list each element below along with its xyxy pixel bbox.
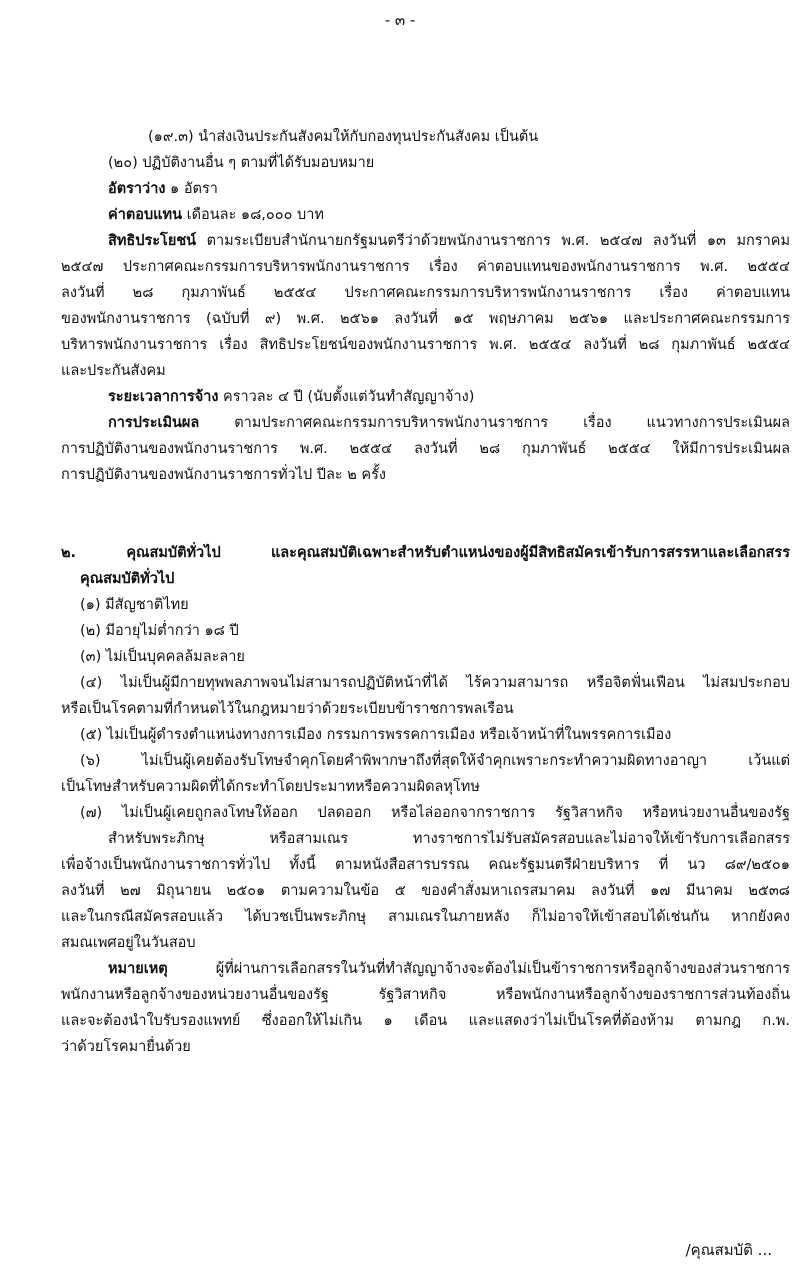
- line-text: คราวละ ๔ ปี (นับตั้งแต่วันทำสัญญาจ้าง): [218, 389, 475, 405]
- text-line: [61, 542, 790, 564]
- text-line: [108, 178, 218, 200]
- line-text: ตามระเบียบสำนักนายกรัฐมนตรีว่าด้วยพนักงานราชการ พ.ศ. ๒๕๔๗ ลงวันที่ ๑๓ มกราคม: [196, 233, 790, 249]
- line-text: ๑ อัตรา: [165, 181, 218, 197]
- text-line: [108, 412, 790, 434]
- line-text: สำหรับพระภิกษุ หรือสามเณร ทางราชการไม่รับสมัครสอบและไม่อาจให้เข้ารับการเลือกสรร: [108, 831, 790, 847]
- line-text: พนักงานหรือลูกจ้างของหน่วยงานอื่นของรัฐ รัฐวิสาหกิจ หรือพนักงานหรือลูกจ้างของราชการส่วนท้องถิ่น: [61, 987, 790, 1003]
- text-line: [61, 698, 514, 720]
- bold-heading: ค่าตอบแทน: [108, 207, 182, 223]
- line-text: ผู้ที่ผ่านการเลือกสรรในวันที่ทำสัญญาจ้างจะต้องไม่เป็นข้าราชการหรือลูกจ้างของส่วนราชการ: [167, 961, 790, 977]
- bold-heading: สิทธิประโยชน์: [108, 233, 197, 249]
- page-number: - ๓ -: [384, 11, 416, 29]
- text-line: [108, 230, 790, 252]
- line-text: และจะต้องนำใบรับรองแพทย์ ซึ่งออกให้ไม่เกิน ๑ เดือน และแสดงว่าไม่เป็นโรคที่ต้องห้าม ตามกฎ ก.พ.: [61, 1013, 790, 1029]
- text-line: [80, 802, 790, 824]
- text-line: [80, 750, 790, 772]
- line-text: การปฏิบัติงานของพนักงานราชการทั่วไป ปีละ ๒ ครั้ง: [61, 467, 386, 483]
- text-line: [80, 594, 189, 616]
- line-text: เป็นโทษสำหรับความผิดที่ได้กระทำโดยประมาทหรือความผิดลหุโทษ: [61, 779, 480, 795]
- text-line: [61, 880, 790, 902]
- line-text: (๒๐) ปฏิบัติงานอื่น ๆ ตามที่ได้รับมอบหมาย: [108, 155, 375, 171]
- text-line: [61, 1036, 191, 1058]
- continuation-note: /คุณสมบัติ ...: [685, 1241, 772, 1259]
- line-text: การปฏิบัติงานของพนักงานราชการ พ.ศ. ๒๕๕๔ ลงวันที่ ๒๘ กุมภาพันธ์ ๒๕๕๔ ให้มีการประเมินผล: [61, 441, 790, 457]
- line-text: บริหารพนักงานราชการ เรื่อง สิทธิประโยชน์ของพนักงานราชการ พ.ศ. ๒๕๕๔ ลงวันที่ ๒๘ กุมภาพันธ์ ๒๕๕๔: [61, 337, 790, 353]
- text-line: [61, 334, 790, 356]
- line-text: ลงวันที่ ๒๘ กุมภาพันธ์ ๒๕๕๔ ประกาศคณะกรรมการบริหารพนักงานราชการ เรื่อง ค่าตอบแทน: [61, 285, 790, 301]
- line-text: ของพนักงานราชการ (ฉบับที่ ๙) พ.ศ. ๒๕๖๑ ลงวันที่ ๑๕ พฤษภาคม ๒๕๖๑ และประกาศคณะกรรมการ: [61, 311, 790, 327]
- bold-heading: ๒. คุณสมบัติทั่วไป และคุณสมบัติเฉพาะสำหรับตำแหน่งของผู้มีสิทธิสมัครเข้ารับการสรรหาและเลือกสรร: [61, 545, 790, 561]
- line-text: (๑) มีสัญชาติไทย: [80, 597, 189, 613]
- bold-heading: อัตราว่าง: [108, 181, 166, 197]
- line-text: ๒๕๔๗ ประกาศคณะกรรมการบริหารพนักงานราชการ เรื่อง ค่าตอบแทนของพนักงานราชการ พ.ศ. ๒๕๕๔: [61, 259, 790, 275]
- text-line: [80, 724, 671, 746]
- text-line: [108, 386, 474, 408]
- text-line: [61, 1010, 790, 1032]
- text-line: [61, 308, 790, 330]
- line-text: ว่าด้วยโรคมายื่นด้วย: [61, 1039, 191, 1055]
- line-text: และประกันสังคม: [61, 363, 166, 379]
- text-line: [108, 204, 324, 226]
- line-text: (๒) มีอายุไม่ต่ำกว่า ๑๘ ปี: [80, 623, 239, 639]
- text-line: [108, 958, 790, 980]
- line-text: (๑๙.๓) นำส่งเงินประกันสังคมให้กับกองทุนประกันสังคม เป็นต้น: [148, 129, 539, 145]
- line-text: (๖) ไม่เป็นผู้เคยต้องรับโทษจำคุกโดยคำพิพากษาถึงที่สุดให้จำคุกเพราะกระทำความผิดทางอาญา เว้นแต่: [80, 753, 790, 769]
- line-text: (๗) ไม่เป็นผู้เคยถูกลงโทษให้ออก ปลดออก หรือไล่ออกจากราชการ รัฐวิสาหกิจ หรือหน่วยงานอื่นของรัฐ: [80, 805, 790, 821]
- bold-heading: คุณสมบัติทั่วไป: [80, 571, 175, 587]
- text-line: [61, 932, 196, 954]
- line-text: (๕) ไม่เป็นผู้ดำรงตำแหน่งทางการเมือง กรรมการพรรคการเมือง หรือเจ้าหน้าที่ในพรรคการเมือง: [80, 727, 672, 743]
- text-line: [80, 620, 239, 642]
- text-line: [61, 464, 386, 486]
- text-line: [108, 152, 374, 174]
- line-text: (๓) ไม่เป็นบุคคลล้มละลาย: [80, 649, 245, 665]
- text-line: [61, 256, 790, 278]
- line-text: เพื่อจ้างเป็นพนักงานราชการทั่วไป ทั้งนี้ ตามหนังสือสารบรรณ คณะรัฐมนตรีฝ่ายบริหาร ที่ นว ๘๙/๒๕๐๑: [61, 857, 790, 873]
- text-line: [148, 126, 538, 148]
- bold-heading: ระยะเวลาการจ้าง: [108, 389, 219, 405]
- text-line: [61, 360, 166, 382]
- text-line: [80, 646, 245, 668]
- line-text: และในกรณีสมัครสอบแล้ว ได้บวชเป็นพระภิกษุ สามเณรในภายหลัง ก็ไม่อาจให้เข้าสอบได้เช่นกัน หากยังคง: [61, 909, 790, 925]
- line-text: สมณเพศอยู่ในวันสอบ: [61, 935, 196, 951]
- text-line: [61, 282, 790, 304]
- text-line: [80, 672, 790, 694]
- text-line: [108, 828, 790, 850]
- bold-heading: การประเมินผล: [108, 415, 200, 431]
- line-text: ลงวันที่ ๒๗ มิถุนายน ๒๕๐๑ ตามความในข้อ ๕ ของคำสั่งมหาเถรสมาคม ลงวันที่ ๑๗ มีนาคม ๒๕๓๘: [61, 883, 790, 899]
- text-line: [61, 906, 790, 928]
- text-line: [61, 984, 790, 1006]
- line-text: (๔) ไม่เป็นผู้มีกายทุพพลภาพจนไม่สามารถปฏิบัติหน้าที่ได้ ไร้ความสามารถ หรือจิตฟั่นเฟือน ไม่สมประกอบ: [80, 675, 790, 691]
- bold-heading: หมายเหตุ: [108, 961, 168, 977]
- line-text: หรือเป็นโรคตามที่กำหนดไว้ในกฎหมายว่าด้วยระเบียบข้าราชการพลเรือน: [61, 701, 514, 717]
- line-text: เดือนละ ๑๘,๐๐๐ บาท: [182, 207, 324, 223]
- text-line: [61, 438, 790, 460]
- text-line: [61, 854, 790, 876]
- text-line: [80, 568, 174, 590]
- line-text: ตามประกาศคณะกรรมการบริหารพนักงานราชการ เรื่อง แนวทางการประเมินผล: [199, 415, 790, 431]
- text-line: [61, 776, 480, 798]
